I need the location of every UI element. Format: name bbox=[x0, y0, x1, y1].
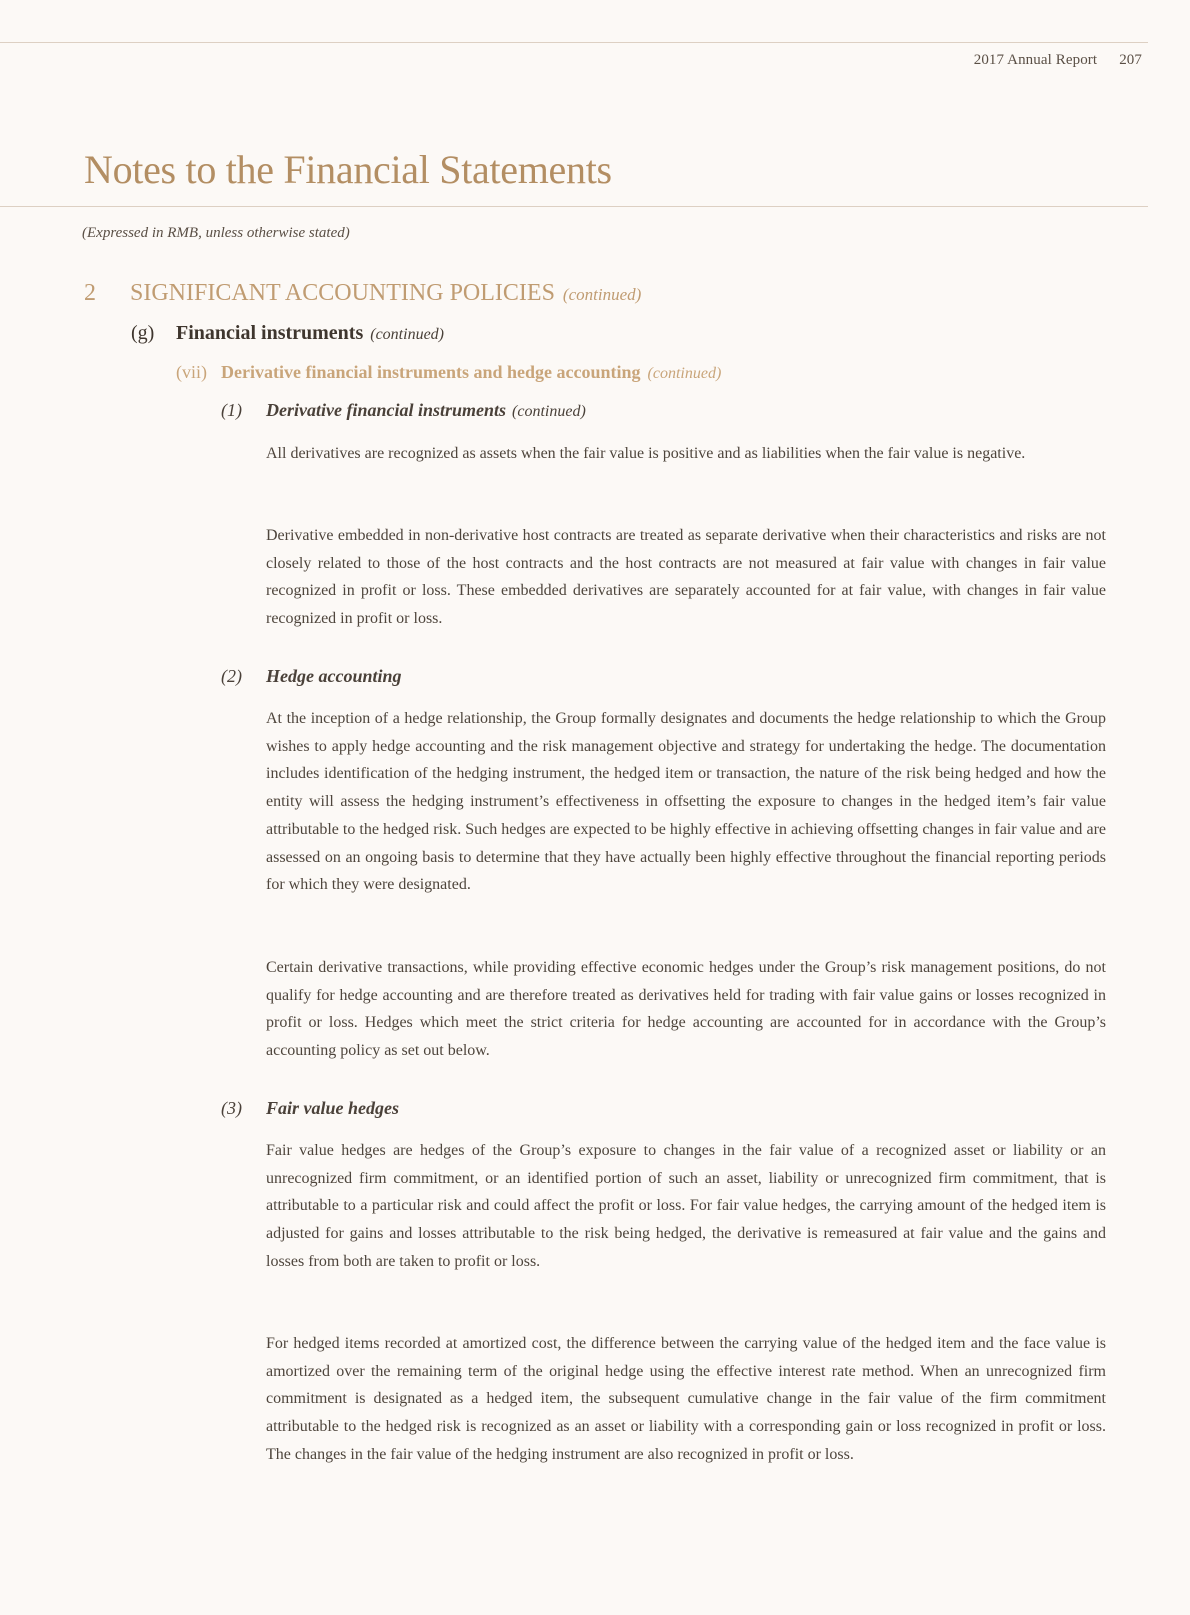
subsection-continued: (continued) bbox=[370, 326, 444, 343]
paragraph: Fair value hedges are hedges of the Group’s exposure to changes in the fair value of a recognized asset or liability or an unrecognized firm commitment, or an identified portion of such an asset, liability or unrecognized firm commitment, that is attributable to a particular risk and could affect the profit or loss. For fair value hedges, the carrying amount of the hedged item is adjusted for gains and losses attributable to the risk being hedged, the derivative is remeasured at fair value and the gains and losses from both are taken to profit or loss. bbox=[266, 1142, 1106, 1270]
section-continued: (continued) bbox=[562, 285, 642, 304]
item-number: (3) bbox=[221, 1098, 242, 1118]
subsection-heading bbox=[131, 322, 444, 345]
item-number: (1) bbox=[221, 400, 242, 420]
item-title: Fair value hedges bbox=[266, 1098, 399, 1118]
item-number: (2) bbox=[221, 666, 242, 686]
item-continued: (continued) bbox=[512, 403, 586, 420]
subsubsection-continued: (continued) bbox=[647, 365, 722, 382]
top-rule bbox=[0, 42, 1148, 43]
report-title: 2017 Annual Report bbox=[973, 52, 1098, 68]
paragraph: For hedged items recorded at amortized cost, the difference between the carrying value of the hedged item and the face value is amortized over the remaining term of the original hedge using the effective interest rate method. When an unrecognized firm commitment is designated as a hedged item, the subsequent cumulative change in the fair value of the firm commitment attributable to the hedged risk is recognized as an asset or liability with a corresponding gain or loss recognized in profit or loss. The changes in the fair value of the hedging instrument are also recognized in profit or loss. bbox=[266, 1335, 1106, 1463]
item-title: Hedge accounting bbox=[266, 666, 402, 686]
page-number: 207 bbox=[1119, 52, 1142, 68]
running-header bbox=[974, 52, 1142, 69]
section-number: 2 bbox=[84, 280, 96, 306]
subsection-title: Financial instruments bbox=[176, 322, 364, 344]
paragraph: At the inception of a hedge relationship, the Group formally designates and documents the hedge relationship to which the Group wishes to apply hedge accounting and the risk management objective and strategy for undertaking the hedge. The documentation includes identification of the hedging instrument, the hedged item or transaction, the nature of the risk being hedged and how the entity will assess the hedging instrument’s effectiveness in offsetting the exposure to changes in the hedged item’s fair value attributable to the hedged risk. Such hedges are expected to be highly effective in achieving offsetting changes in fair value and are assessed on an ongoing basis to determine that they have actually been highly effective throughout the financial reporting periods for which they were designated. bbox=[266, 710, 1106, 894]
item-heading-hedge-accounting bbox=[221, 666, 402, 687]
currency-note: (Expressed in RMB, unless otherwise stated) bbox=[82, 225, 350, 241]
page-title: Notes to the Financial Statements bbox=[84, 147, 612, 192]
section-heading bbox=[84, 280, 641, 307]
section-title: SIGNIFICANT ACCOUNTING POLICIES bbox=[130, 280, 555, 306]
item-heading-derivative-financial-instruments bbox=[221, 400, 586, 421]
item-title: Derivative financial instruments bbox=[266, 400, 507, 420]
subsubsection-title: Derivative financial instruments and hedge accounting bbox=[221, 362, 641, 382]
subsubsection-number: (vii) bbox=[176, 362, 207, 382]
subsubsection-heading bbox=[176, 362, 721, 383]
paragraph: All derivatives are recognized as assets when the fair value is positive and as liabilities when the fair value is negative. bbox=[266, 445, 1026, 462]
item-heading-fair-value-hedges bbox=[221, 1098, 399, 1119]
paragraph: Derivative embedded in non-derivative host contracts are treated as separate derivative when their characteristics and risks are not closely related to those of the host contracts and the host contracts are not measured at fair value with changes in fair value recognized in profit or loss. These embedded derivatives are separately accounted for at fair value, with changes in fair value recognized in profit or loss. bbox=[266, 527, 1106, 628]
subsection-number: (g) bbox=[131, 322, 155, 344]
title-rule bbox=[0, 206, 1148, 207]
paragraph: Certain derivative transactions, while providing effective economic hedges under the Group’s risk management positions, do not qualify for hedge accounting and are therefore treated as derivatives held for trading with fair value gains or losses recognized in profit or loss. Hedges which meet the strict criteria for hedge accounting are accounted for in accordance with the Group’s accounting policy as set out below. bbox=[266, 959, 1106, 1060]
